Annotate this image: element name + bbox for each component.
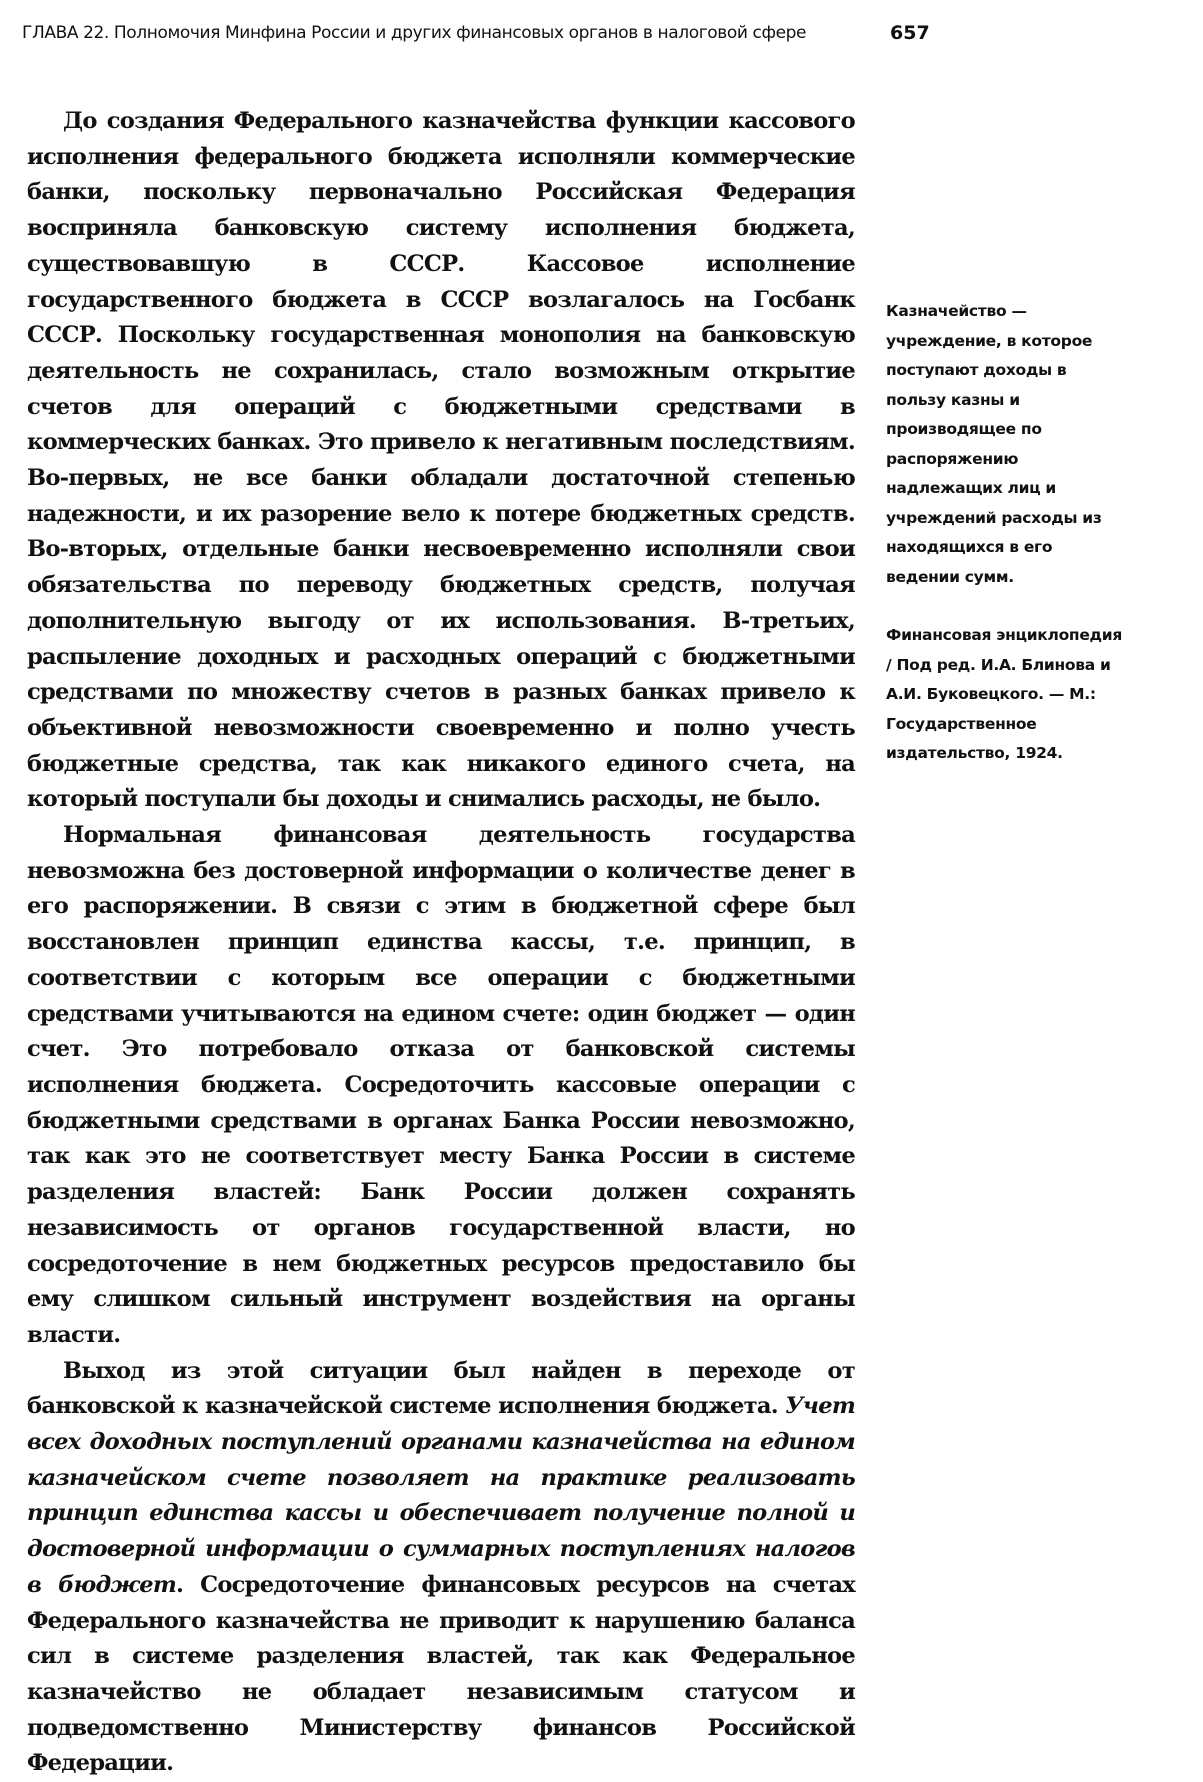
paragraph-3 (27, 1354, 855, 1782)
paragraph-3-emphasis: Учет всех доходных поступлений органами казначейства на едином казначейском счете позволяет на практике реализовать принцип единства кассы и обеспечивает получение полной и достоверной информации о суммарных поступлениях налогов в бюджет (27, 1393, 855, 1598)
definition-note: Казначейство — учреждение, в которое поступают доходы в пользу казны и производящее по распоряжению надлежащих лиц и учреждений расходы из находящихся в его ведении сумм. (886, 302, 1102, 586)
paragraph-1: До создания Федерального казначейства функции кассового исполнения федерального бюджета исполняли коммерческие банки, поскольку первоначально Российская Федерация восприняла банковскую систему исполнения бюджета, существовавшую в СССР. Кассовое исполнение государственного бюджета в СССР возлагалось на Госбанк СССР. Поскольку государственная монополия на банковскую деятельность не сохранилась, стало возможным открытие счетов для операций с бюджетными средствами в коммерческих банках. Это привело к негативным последствиям. Во-первых, не все банки обладали достаточной степенью надежности, и их разорение вело к потере бюджетных средств. Во-вторых, отдельные банки несвоевременно исполняли свои обязательства по переводу бюджетных средств, получая дополнительную выгоду от их использования. В-третьих, распыление доходных и расходных операций с бюджетными средствами по множеству счетов в разных банках привело к объективной невозможности своевременно и полно учесть бюджетные средства, так как никакого единого счета, на который поступали бы доходы и снимались расходы, не было. (27, 108, 855, 813)
paragraph-3-start: Выход из этой ситуации был найден в переходе от банковской к казначейской системе исполнения бюджета. (27, 1357, 855, 1420)
chapter-title: ГЛАВА 22. Полномочия Минфина России и других финансовых органов в налоговой сфере (22, 23, 807, 43)
page-header (22, 20, 930, 46)
paragraph-2: Нормальная финансовая деятельность государства невозможна без достоверной информации о количестве денег в его распоряжении. В связи с этим в бюджетной сфере был восстановлен принцип единства кассы, т.е. принцип, в соответствии с которым все операции с бюджетными средствами учитываются на едином счете: один бюджет — один счет. Это потребовало отказа от банковской системы исполнения бюджета. Сосредоточить кассовые операции с бюджетными средствами в органах Банка России невозможно, так как это не соответствует месту Банка России в системе разделения властей: Банк России должен сохранять независимость от органов государственной власти, но сосредоточение в нем бюджетных ресурсов предоставило бы ему слишком сильный инструмент воздействия на органы власти. (27, 822, 855, 1348)
page-number: 657 (890, 22, 930, 44)
definition-source: Финансовая энциклопедия / Под ред. И.А. Блинова и А.И. Буковецкого. — М.: Государственное издательство, 1924. (886, 626, 1122, 762)
main-text-column (27, 104, 855, 1782)
paragraph-3-end: . Сосредоточение финансовых ресурсов на счетах Федерального казначейства не приводит к нарушению баланса сил в системе разделения властей, так как Федеральное казначейство не обладает независимым статусом и подведомственно Министерству финансов Российской Федерации. (27, 1571, 855, 1777)
margin-note (886, 297, 1126, 769)
